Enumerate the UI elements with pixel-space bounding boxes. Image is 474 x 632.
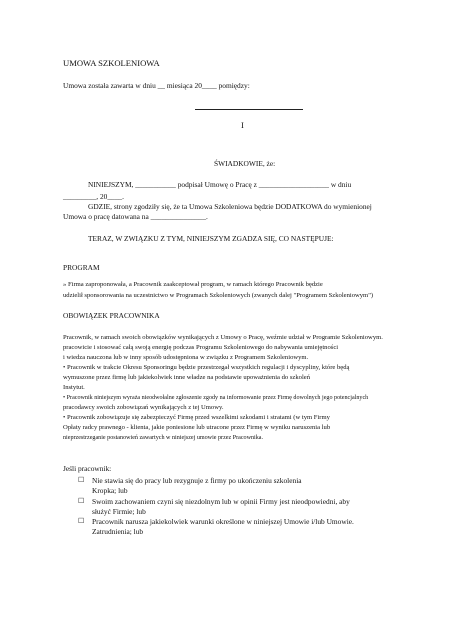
recital-line-2: _________, 20____. bbox=[63, 192, 124, 201]
obligation-line-5: wymuszone przez firmę lub jakiekolwiek inne władze na podstawie upoważnienia do szkoleń bbox=[63, 374, 310, 381]
recital-line-3: GDZIE, strony zgodziły się, że ta Umowa Szkoleniowa będzie DODATKOWA do wymienionej bbox=[88, 202, 372, 211]
witnesses-heading: ŚWIADKOWIE, że: bbox=[214, 159, 276, 168]
list-item-line-1: Swoim zachowaniem czyni się niezdolnym lub w opinii Firmy jest nieodpowiedni, aby bbox=[92, 497, 350, 506]
obligations-heading: OBOWIĄZEK PRACOWNIKA bbox=[63, 311, 160, 320]
recital-line-4: Umowa o pracę datowana na _______________. bbox=[63, 212, 208, 221]
obligation-line-6: Instytut. bbox=[63, 384, 85, 391]
obligation-line-11: nieprzestrzeganie postanowień zawartych w niniejszej umowie przez Pracownika. bbox=[63, 435, 263, 441]
party-signature-line bbox=[195, 109, 303, 110]
agreement-clause: TERAZ, W ZWIĄZKU Z TYM, NINIEJSZYM ZGADZA SIĘ, CO NASTĘPUJE: bbox=[88, 234, 334, 243]
obligation-line-3: i wiedza nauczona lub w inny sposób udostępniona w związku z Programem Szkoleniowym. bbox=[63, 354, 309, 361]
document-title: UMOWA SZKOLENIOWA bbox=[63, 58, 160, 68]
list-item-line-2: służyć Firmie; lub bbox=[92, 507, 146, 516]
checkbox-bullet-icon: ☐ bbox=[78, 476, 85, 484]
program-line-1: » Firma zaproponowała, a Pracownik zaakceptował program, w ramach którego Pracownik będzie bbox=[63, 281, 323, 288]
list-item-line-2: Kropka; lub bbox=[92, 486, 128, 495]
program-line-2: udzielił sponsorowania na uczestnictwo w Programach Szkoleniowych (zwanych dalej "Programem Szkoleniowym") bbox=[63, 292, 374, 299]
obligation-line-2: pracowicie i stosować całą swoją energię podczas Programu Szkoleniowego do nabywania umiejętności bbox=[63, 344, 339, 351]
obligation-line-10: Opłaty radcy prawnego - klienta, jakie poniesione lub utracone przez Firmę w wyniku naruszenia lub bbox=[63, 424, 331, 431]
obligation-line-7: • Pracownik niniejszym wyraża nieodwołalne zgłoszenie zgody na informowanie przez Firmę dowolnych jego potencjalnych bbox=[63, 395, 369, 401]
roman-numeral: I bbox=[241, 120, 244, 130]
intro-line: Umowa została zawarta w dniu __ miesiąca 20____ pomiędzy: bbox=[63, 81, 250, 90]
obligation-line-8: pracodawcy swoich zobowiązań wynikających z tej Umowy. bbox=[63, 404, 224, 411]
program-heading: PROGRAM bbox=[63, 263, 100, 272]
obligation-line-9: • Pracownik zobowiązuje się zabezpieczyć Firmę przed wszelkimi szkodami i stratami (w tym Firmy bbox=[63, 414, 330, 421]
checkbox-bullet-icon: ☐ bbox=[78, 517, 85, 525]
list-item-line-2: Zatrudnienia; lub bbox=[92, 527, 144, 536]
conditions-heading: Jeśli pracownik: bbox=[63, 464, 112, 473]
recital-line-1: NINIEJSZYM, ___________ podpisał Umowę o Pracę z ___________________ w dniu bbox=[88, 180, 352, 189]
obligation-line-4: • Pracownik w trakcie Okresu Sponsoringu będzie przestrzegał wszystkich regulacji i dyscypliny, które będą bbox=[63, 364, 350, 371]
obligation-line-1: Pracownik, w ramach swoich obowiązków wynikających z Umowy o Pracę, weźmie udział w Programie Szkoleniowym. bbox=[63, 334, 383, 341]
list-item-line-1: Pracownik narusza jakiekolwiek warunki określone w niniejszej Umowie i/lub Umowie. bbox=[92, 517, 354, 526]
checkbox-bullet-icon: ☐ bbox=[78, 497, 85, 505]
list-item-line-1: Nie stawia się do pracy lub rezygnuje z firmy po ukończeniu szkolenia bbox=[92, 476, 302, 485]
